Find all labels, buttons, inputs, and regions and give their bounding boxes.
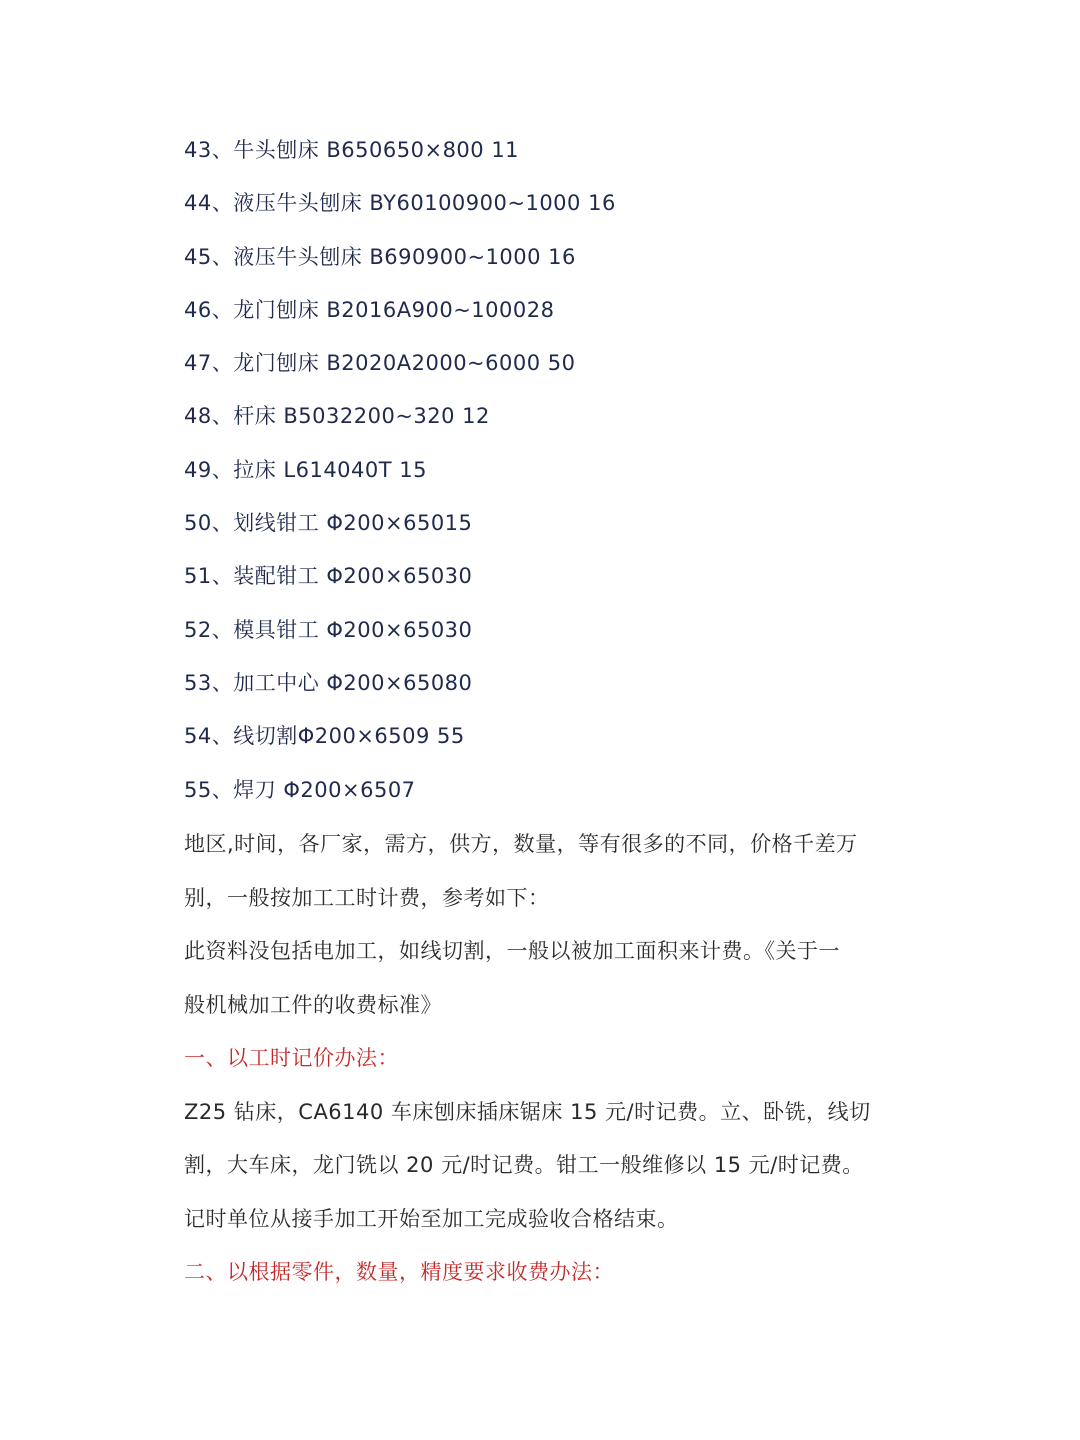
paragraph-line: 别，一般按加工工时计费，参考如下： — [184, 885, 550, 910]
machine-list — [184, 124, 904, 817]
paragraph-line: 割，大车床，龙门铣以 20 元/时记费。钳工一般维修以 15 元/时记费。 — [184, 1153, 864, 1177]
list-item: 46、龙门刨床 B2016A900~100028 — [184, 297, 555, 322]
list-item: 43、牛头刨床 B650650×800 11 — [184, 138, 520, 162]
list-item: 49、拉床 L614040T 15 — [184, 457, 427, 482]
section-heading-2: 二、以根据零件，数量，精度要求收费办法： — [184, 1260, 614, 1284]
list-item: 55、焊刀 Φ200×6507 — [184, 777, 416, 802]
paragraph-line: 地区,时间，各厂家，需方，供方，数量，等有很多的不同，价格千差万 — [184, 832, 858, 856]
list-item: 51、装配钳工 Φ200×65030 — [184, 564, 473, 589]
paragraph-line: 般机械加工件的收费标准》 — [184, 992, 442, 1017]
body-text — [184, 818, 900, 1300]
list-item: 45、液压牛头刨床 B690900~1000 16 — [184, 244, 576, 269]
list-item: 54、线切割Φ200×6509 55 — [184, 724, 465, 749]
list-item: 48、杆床 B5032200~320 12 — [184, 404, 490, 429]
section-heading-1: 一、以工时记价办法： — [184, 1046, 399, 1070]
paragraph-line: 此资料没包括电加工，如线切割，一般以被加工面积来计费。《关于一 — [184, 939, 840, 963]
paragraph-line: Z25 钻床，CA6140 车床刨床插床锯床 15 元/时记费。立、卧铣，线切 — [184, 1099, 871, 1124]
list-item: 53、加工中心 Φ200×65080 — [184, 670, 473, 695]
list-item: 44、液压牛头刨床 BY60100900~1000 16 — [184, 191, 616, 216]
list-item: 50、划线钳工 Φ200×65015 — [184, 511, 473, 536]
list-item: 52、模具钳工 Φ200×65030 — [184, 617, 473, 642]
paragraph-line: 记时单位从接手加工开始至加工完成验收合格结束。 — [184, 1206, 679, 1231]
list-item: 47、龙门刨床 B2020A2000~6000 50 — [184, 351, 576, 376]
